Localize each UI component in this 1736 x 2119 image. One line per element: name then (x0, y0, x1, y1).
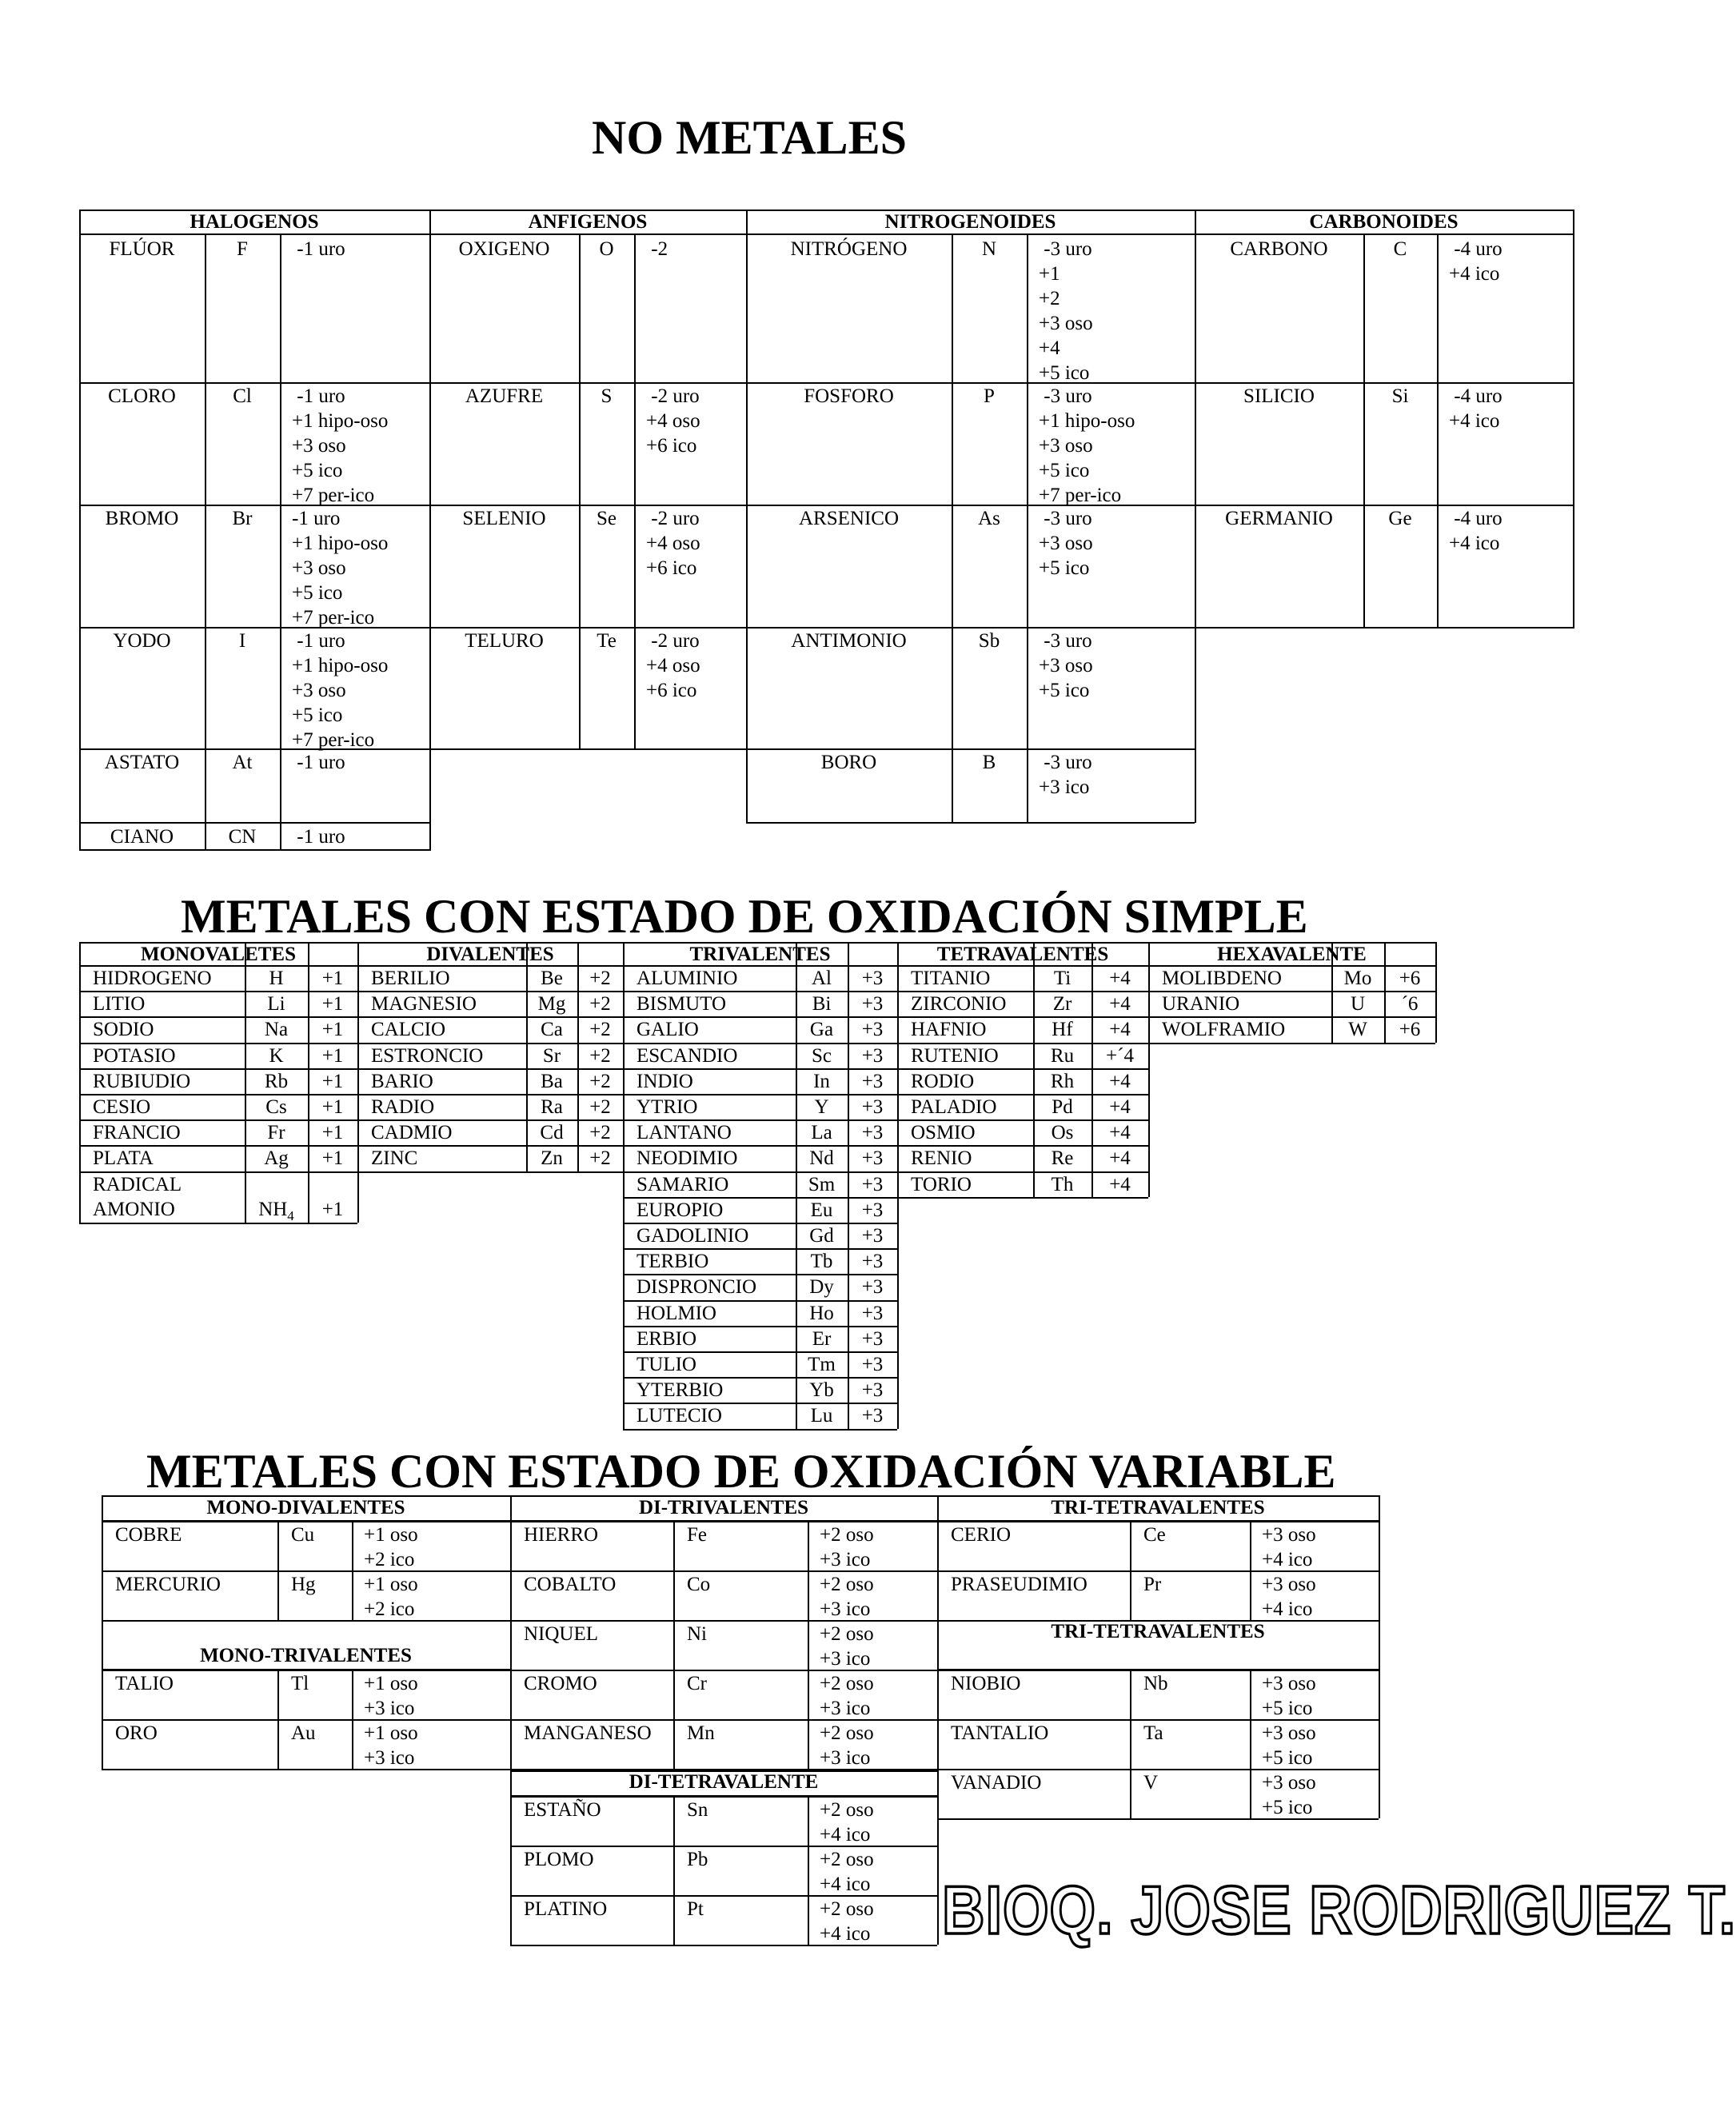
element-symbol: Cl (233, 385, 252, 407)
element-symbol: C (1393, 238, 1407, 260)
header-tetravalentes: TETRAVALENTES (936, 944, 1109, 965)
oxidation-states: +1 oso +3 ico (364, 1722, 418, 1769)
element-name: RUBIUDIO (93, 1071, 191, 1092)
element-name: ALUMINIO (637, 968, 738, 989)
element-symbol: N (981, 238, 997, 260)
element-symbol: Nb (1143, 1673, 1168, 1694)
header-nitrogenoides: NITROGENOIDES (884, 211, 1056, 233)
oxidation-state: +3 (861, 1199, 884, 1221)
radical-name: RADICAL AMONIO (93, 1174, 182, 1220)
element-symbol: Pt (687, 1898, 704, 1920)
oxidation-states: -1 uro +1 hipo-oso +3 oso +5 ico +7 per-ico (292, 630, 389, 751)
oxidation-state: +3 (861, 1405, 884, 1427)
element-name: GALIO (637, 1019, 699, 1040)
element-symbol: Th (1051, 1174, 1074, 1195)
oxidation-state: +2 (589, 1096, 611, 1118)
oxidation-states: -2 uro +4 oso +6 ico (646, 630, 700, 701)
element-symbol: I (238, 630, 246, 652)
element-name: VANADIO (951, 1772, 1042, 1794)
oxidation-state: +6 (1399, 968, 1421, 989)
oxidation-state: +2 (589, 1147, 611, 1169)
element-symbol: Rb (264, 1071, 289, 1092)
element-name: SELENIO (462, 508, 546, 529)
element-name: BARIO (371, 1071, 433, 1092)
oxidation-state: ´6 (1401, 993, 1419, 1015)
oxidation-state: +3 (861, 993, 884, 1015)
element-symbol: Fe (687, 1524, 707, 1546)
element-name: NIQUEL (524, 1623, 599, 1645)
element-symbol: Hf (1052, 1019, 1073, 1040)
element-symbol: Cr (687, 1673, 707, 1694)
element-symbol: Pr (1143, 1574, 1162, 1595)
element-name: BISMUTO (637, 993, 727, 1015)
element-name: TULIO (637, 1354, 696, 1375)
element-symbol: Te (597, 630, 617, 652)
oxidation-states: +3 oso +5 ico (1262, 1772, 1316, 1818)
element-name: ESTAÑO (524, 1799, 601, 1821)
oxidation-state: +1 (321, 1147, 344, 1169)
oxidation-states: +1 oso +3 ico (364, 1673, 418, 1719)
element-name: ASTATO (104, 752, 180, 773)
element-name: PLOMO (524, 1849, 594, 1870)
element-name: MOLIBDENO (1162, 968, 1282, 989)
element-symbol: Yb (809, 1379, 834, 1401)
element-name: YTRIO (637, 1096, 698, 1118)
element-symbol: Si (1391, 385, 1409, 407)
element-name: FOSFORO (804, 385, 894, 407)
oxidation-state: +3 (861, 1071, 884, 1092)
element-symbol: In (813, 1071, 830, 1092)
oxidation-states: +2 oso +4 ico (820, 1898, 874, 1945)
header-mono-trivalentes: MONO-TRIVALENTES (200, 1645, 412, 1666)
element-name: ARSENICO (798, 508, 899, 529)
oxidation-state: +3 (861, 1276, 884, 1298)
oxidation-states: -2 uro +4 oso +6 ico (646, 385, 700, 457)
oxidation-state: +4 (1109, 1071, 1131, 1092)
header-di-trivalentes: DI-TRIVALENTES (638, 1497, 809, 1518)
element-name: ORO (115, 1722, 158, 1744)
oxidation-states: +3 oso +5 ico (1262, 1673, 1316, 1719)
oxidation-state: +3 (861, 1147, 884, 1169)
element-symbol: Sc (812, 1045, 832, 1067)
element-name: CIANO (110, 826, 174, 848)
element-name: HIDROGENO (93, 968, 212, 989)
oxidation-states: +1 oso +2 ico (364, 1524, 418, 1570)
element-name: URANIO (1162, 993, 1240, 1015)
oxidation-states: -4 uro +4 ico (1449, 238, 1503, 285)
element-symbol: Be (541, 968, 563, 989)
oxidation-states: +2 oso +3 ico (820, 1623, 874, 1670)
element-symbol: B (982, 752, 996, 773)
oxidation-state: +2 (589, 1019, 611, 1040)
oxidation-state: +4 (1109, 993, 1131, 1015)
oxidation-state: +3 (861, 1251, 884, 1272)
header-di-tetravalente: DI-TETRAVALENTE (629, 1771, 819, 1793)
element-name: HIERRO (524, 1524, 599, 1546)
oxidation-state: +4 (1109, 1019, 1131, 1040)
element-symbol: Rh (1050, 1071, 1075, 1092)
oxidation-state: +4 (1109, 1122, 1131, 1143)
element-name: CALCIO (371, 1019, 446, 1040)
oxidation-states: -2 uro +4 oso +6 ico (646, 508, 700, 579)
element-symbol: Tm (808, 1354, 836, 1375)
oxidation-state: +3 (861, 1225, 884, 1247)
header-hexavalente: HEXAVALENTE (1217, 944, 1367, 965)
oxidation-states: +2 oso +3 ico (820, 1673, 874, 1719)
element-symbol: O (599, 238, 614, 260)
element-name: CADMIO (371, 1122, 453, 1143)
element-symbol: Tl (291, 1673, 309, 1694)
element-name: MANGANESO (524, 1722, 652, 1744)
header-divalentes: DIVALENTES (426, 944, 554, 965)
element-name: TITANIO (911, 968, 991, 989)
element-symbol: Bi (812, 993, 832, 1015)
element-symbol: Sm (808, 1174, 836, 1195)
element-symbol: Gd (809, 1225, 834, 1247)
oxidation-state: +3 (861, 1354, 884, 1375)
element-symbol: Mo (1343, 968, 1372, 989)
element-symbol: Nd (809, 1147, 834, 1169)
element-name: YTERBIO (637, 1379, 724, 1401)
oxidation-state: +1 (321, 1045, 344, 1067)
oxidation-state: +1 (321, 968, 344, 989)
element-name: RENIO (911, 1147, 972, 1169)
element-name: SAMARIO (637, 1174, 729, 1195)
element-symbol: Br (232, 508, 253, 529)
element-name: COBRE (115, 1524, 182, 1546)
element-name: SODIO (93, 1019, 154, 1040)
element-name: CROMO (524, 1673, 597, 1694)
element-name: HAFNIO (911, 1019, 987, 1040)
element-symbol: S (601, 385, 613, 407)
element-name: CERIO (951, 1524, 1011, 1546)
oxidation-state: +1 (321, 1096, 344, 1118)
radical-symbol-base: NH (258, 1199, 288, 1220)
element-name: GADOLINIO (637, 1225, 749, 1247)
oxidation-states: +2 oso +3 ico (820, 1524, 874, 1570)
element-name: WOLFRAMIO (1162, 1019, 1286, 1040)
header-tri-tetravalentes-2: TRI-TETRAVALENTES (1051, 1621, 1265, 1642)
element-symbol: As (978, 508, 1000, 529)
header-trivalentes: TRIVALENTES (689, 944, 831, 965)
element-name: FLÚOR (109, 238, 175, 260)
oxidation-state: +3 (861, 1045, 884, 1067)
element-name: FRANCIO (93, 1122, 181, 1143)
oxidation-state: +3 (861, 1303, 884, 1324)
oxidation-state: +3 (861, 1379, 884, 1401)
oxidation-state: +2 (589, 1071, 611, 1092)
element-name: LUTECIO (637, 1405, 722, 1427)
element-name: COBALTO (524, 1574, 617, 1595)
radical-symbol-subscript: 4 (287, 1208, 294, 1223)
element-symbol: Re (1051, 1147, 1074, 1169)
header-halogenos: HALOGENOS (190, 211, 319, 233)
element-name: BERILIO (371, 968, 450, 989)
element-symbol: H (269, 968, 284, 989)
title-metales-variable: METALES CON ESTADO DE OXIDACIÓN VARIABLE (146, 1445, 1336, 1498)
element-symbol: Eu (810, 1199, 833, 1221)
element-name: PLATINO (524, 1898, 608, 1920)
element-symbol: Tb (810, 1251, 833, 1272)
element-symbol: Cu (291, 1524, 315, 1546)
oxidation-state: +4 (1109, 1147, 1131, 1169)
element-name: ZINC (371, 1147, 418, 1169)
element-name: ZIRCONIO (911, 993, 1007, 1015)
element-symbol: Sr (542, 1045, 561, 1067)
oxidation-states: -1 uro (292, 238, 345, 260)
element-symbol: Zn (541, 1147, 563, 1169)
header-carbonoides: CARBONOIDES (1309, 211, 1459, 233)
element-name: NIOBIO (951, 1673, 1021, 1694)
oxidation-states: -4 uro +4 ico (1449, 508, 1503, 554)
element-symbol: Fr (267, 1122, 285, 1143)
element-name: NITRÓGENO (790, 238, 908, 260)
element-name: RUTENIO (911, 1045, 999, 1067)
element-symbol: Ga (809, 1019, 834, 1040)
oxidation-states: -1 uro (292, 752, 345, 773)
oxidation-state: +3 (861, 1096, 884, 1118)
oxidation-states: -2 (646, 238, 668, 260)
element-symbol: Ti (1053, 968, 1072, 989)
element-symbol: Mg (537, 993, 566, 1015)
element-symbol: Sb (978, 630, 1000, 652)
element-symbol: La (811, 1122, 832, 1143)
element-name: SILICIO (1243, 385, 1315, 407)
oxidation-states: -3 uro +1 +2 +3 oso +4 +5 ico (1039, 238, 1093, 384)
oxidation-states: +1 oso +2 ico (364, 1574, 418, 1620)
oxidation-state: +2 (589, 1122, 611, 1143)
element-symbol: U (1350, 993, 1366, 1015)
oxidation-states: -3 uro +3 oso +5 ico (1039, 508, 1093, 579)
element-symbol: Au (291, 1722, 316, 1744)
oxidation-states: -1 uro +1 hipo-oso +3 oso +5 ico +7 per-ico (292, 508, 389, 629)
element-name: GERMANIO (1225, 508, 1333, 529)
element-symbol: Dy (809, 1276, 834, 1298)
oxidation-state: +4 (1109, 968, 1131, 989)
element-symbol: P (984, 385, 995, 407)
oxidation-states: -1 uro +1 hipo-oso +3 oso +5 ico +7 per-ico (292, 385, 389, 506)
signature-logo: BIOQ. JOSE RODRIGUEZ T. (942, 1872, 1736, 1949)
element-symbol: Lu (810, 1405, 833, 1427)
element-symbol: Cd (540, 1122, 564, 1143)
element-name: TORIO (911, 1174, 972, 1195)
oxidation-state: +3 (861, 1122, 884, 1143)
element-symbol: CN (228, 826, 257, 848)
header-mono-divalentes: MONO-DIVALENTES (206, 1497, 405, 1518)
element-name: MAGNESIO (371, 993, 477, 1015)
oxidation-state: +3 (861, 968, 884, 989)
oxidation-state: +2 (589, 1045, 611, 1067)
element-name: CLORO (108, 385, 176, 407)
element-name: RODIO (911, 1071, 975, 1092)
element-name: RADIO (371, 1096, 435, 1118)
element-symbol: Pd (1052, 1096, 1073, 1118)
element-symbol: W (1348, 1019, 1367, 1040)
element-name: ANTIMONIO (791, 630, 907, 652)
element-name: PLATA (93, 1147, 154, 1169)
element-symbol: Os (1051, 1122, 1074, 1143)
element-symbol: Se (597, 508, 617, 529)
oxidation-state: +6 (1399, 1019, 1421, 1040)
element-symbol: Cs (265, 1096, 287, 1118)
element-name: EUROPIO (637, 1199, 724, 1221)
element-name: ESCANDIO (637, 1045, 738, 1067)
element-name: CESIO (93, 1096, 151, 1118)
oxidation-state: +3 (861, 1328, 884, 1350)
element-symbol: Al (812, 968, 832, 989)
oxidation-state: +´4 (1106, 1045, 1134, 1067)
element-name: ERBIO (637, 1328, 696, 1350)
element-name: OSMIO (911, 1122, 976, 1143)
element-symbol: Ba (541, 1071, 563, 1092)
oxidation-states: -3 uro +3 ico (1039, 752, 1092, 798)
element-name: LITIO (93, 993, 146, 1015)
oxidation-states: -3 uro +3 oso +5 ico (1039, 630, 1093, 701)
element-symbol: Ra (541, 1096, 563, 1118)
element-name: ESTRONCIO (371, 1045, 484, 1067)
element-name: TERBIO (637, 1251, 709, 1272)
header-tri-tetravalentes: TRI-TETRAVALENTES (1051, 1497, 1265, 1518)
element-symbol: Co (687, 1574, 711, 1595)
element-name: MERCURIO (115, 1574, 221, 1595)
oxidation-states: +3 oso +4 ico (1262, 1574, 1316, 1620)
element-symbol: Ho (809, 1303, 834, 1324)
oxidation-states: -1 uro (292, 826, 345, 848)
oxidation-state: +2 (589, 993, 611, 1015)
element-symbol: Hg (291, 1574, 316, 1595)
element-symbol: Mn (687, 1722, 715, 1744)
oxidation-states: +2 oso +4 ico (820, 1799, 874, 1846)
element-name: BORO (820, 752, 877, 773)
title-no-metales: NO METALES (592, 111, 907, 164)
element-name: OXIGENO (458, 238, 550, 260)
element-symbol: Ru (1050, 1045, 1075, 1067)
element-symbol: Na (264, 1019, 289, 1040)
oxidation-state: +3 (861, 1019, 884, 1040)
element-symbol: Li (267, 993, 285, 1015)
radical-symbol (245, 1197, 308, 1228)
oxidation-states: +3 oso +4 ico (1262, 1524, 1316, 1570)
element-symbol: Ta (1143, 1722, 1163, 1744)
element-symbol: F (237, 238, 248, 260)
element-symbol: At (232, 752, 253, 773)
header-anfigenos: ANFIGENOS (528, 211, 648, 233)
oxidation-states: +3 oso +5 ico (1262, 1722, 1316, 1769)
title-metales-simple: METALES CON ESTADO DE OXIDACIÓN SIMPLE (181, 890, 1308, 943)
element-symbol: Zr (1052, 993, 1072, 1015)
oxidation-state: +3 (861, 1174, 884, 1195)
element-name: POTASIO (93, 1045, 176, 1067)
element-symbol: K (269, 1045, 284, 1067)
element-name: TELURO (465, 630, 544, 652)
element-symbol: Pb (687, 1849, 708, 1870)
element-symbol: Ag (264, 1147, 289, 1169)
oxidation-states: -3 uro +1 hipo-oso +3 oso +5 ico +7 per-ico (1039, 385, 1135, 506)
oxidation-states: -4 uro +4 ico (1449, 385, 1503, 432)
element-symbol: Ce (1143, 1524, 1166, 1546)
oxidation-states: +2 oso +3 ico (820, 1574, 874, 1620)
oxidation-state: +1 (321, 1199, 344, 1220)
element-symbol: Y (814, 1096, 829, 1118)
header-monovalentes: MONOVALETES (140, 944, 297, 965)
element-symbol: Ca (541, 1019, 563, 1040)
element-name: YODO (113, 630, 171, 652)
oxidation-state: +4 (1109, 1174, 1131, 1195)
oxidation-state: +2 (589, 968, 611, 989)
oxidation-state: +1 (321, 1071, 344, 1092)
element-name: NEODIMIO (637, 1147, 738, 1169)
oxidation-state: +4 (1109, 1096, 1131, 1118)
element-name: INDIO (637, 1071, 693, 1092)
oxidation-state: +1 (321, 1122, 344, 1143)
element-symbol: Ge (1388, 508, 1412, 529)
element-name: TALIO (115, 1673, 174, 1694)
element-name: HOLMIO (637, 1303, 716, 1324)
element-symbol: Sn (687, 1799, 708, 1821)
oxidation-states: +2 oso +3 ico (820, 1722, 874, 1769)
element-symbol: Ni (687, 1623, 707, 1645)
element-name: PALADIO (911, 1096, 997, 1118)
oxidation-states: +2 oso +4 ico (820, 1849, 874, 1895)
element-name: BROMO (105, 508, 179, 529)
element-name: CARBONO (1230, 238, 1328, 260)
element-symbol: V (1143, 1772, 1159, 1794)
oxidation-state: +1 (321, 993, 344, 1015)
element-symbol: Er (812, 1328, 832, 1350)
oxidation-state: +1 (321, 1019, 344, 1040)
element-name: AZUFRE (465, 385, 544, 407)
element-name: DISPRONCIO (637, 1276, 757, 1298)
element-name: LANTANO (637, 1122, 732, 1143)
element-name: TANTALIO (951, 1722, 1049, 1744)
element-name: PRASEUDIMIO (951, 1574, 1087, 1595)
